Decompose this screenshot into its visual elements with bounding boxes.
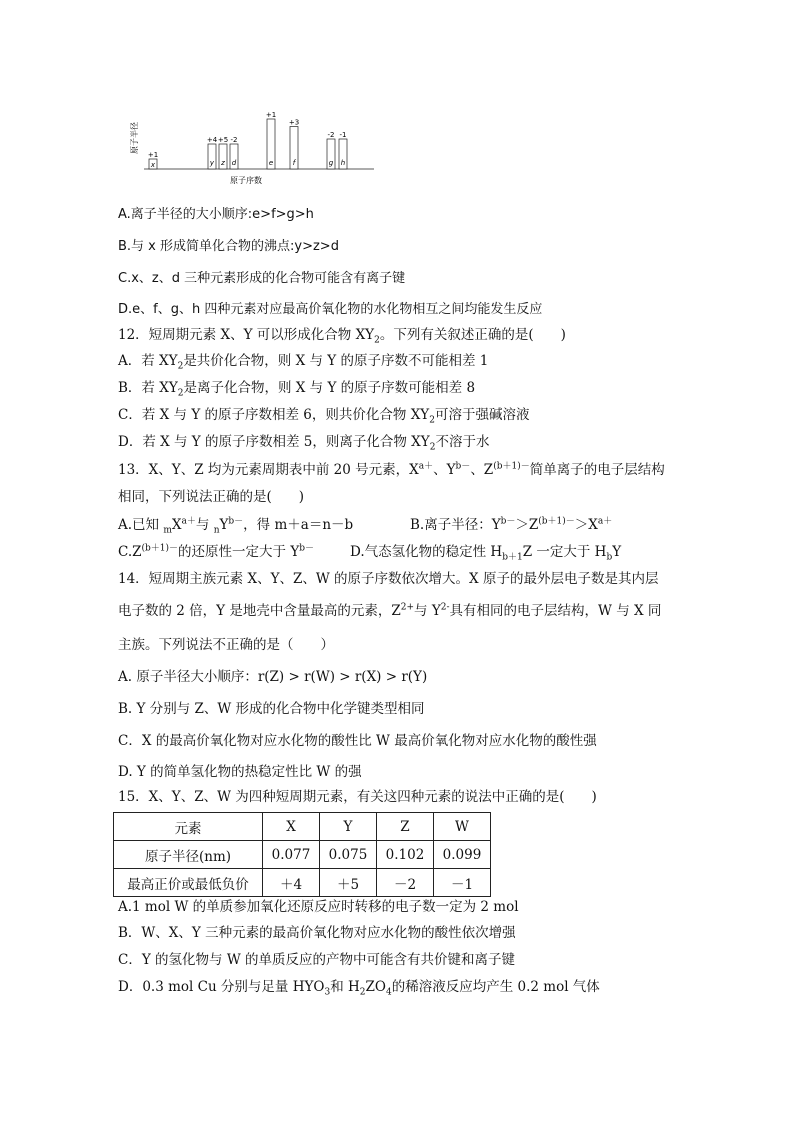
table-cell: 最高正价或最低负价: [114, 869, 263, 897]
table-cell: 0.077: [263, 841, 320, 869]
q12-option-c: C．若 X 与 Y 的原子序数相差 6，则共价化合物 $XY_2$可溶于强碱溶液: [118, 407, 530, 426]
bar-charge-x: +1: [147, 151, 159, 159]
chart-bars: [148, 111, 347, 169]
chart-xlabel: 原子序数: [230, 176, 262, 185]
bar-charge-y: +4: [206, 136, 218, 144]
table-header-cell: X: [263, 813, 320, 841]
q14-stem-line3: 主族。下列说法不正确的是（ ）: [118, 637, 334, 653]
q13-option-b: B.离子半径：$Y^{b-}>Z^{(b+1)-}>X^{a+}$: [410, 516, 613, 533]
chart-ylabel: 原子半径: [130, 122, 139, 154]
table-row: [114, 869, 491, 897]
table-cell: ＋4: [263, 869, 320, 897]
q15-option-b: B．W、X、Y 三种元素的最高价氧化物对应水化物的酸性依次增强: [118, 925, 516, 941]
q13-stem-line2: 相同，下列说法正确的是( ): [118, 489, 305, 505]
q13-option-d: D.气态氢化物的稳定性 $H_{b+1}Z$ 一定大于 $H_bY$: [350, 544, 622, 563]
bar-letter-f: f: [292, 159, 296, 167]
bar-charge-e: +1: [265, 111, 277, 119]
q15-option-c: C．Y 的氢化物与 W 的单质反应的产物中可能含有共价键和离子键: [118, 952, 515, 968]
q12-option-d: D．若 X 与 Y 的原子序数相差 5，则离子化合物 $XY_2$不溶于水: [118, 434, 490, 453]
q11-option-a: A.离子半径的大小顺序:e>f>g>h: [118, 207, 314, 222]
table-row: [114, 841, 491, 869]
bar-charge-d: -2: [230, 136, 238, 144]
q14-stem-line1: 14．短周期主族元素 X、Y、Z、W 的原子序数依次增大。X 原子的最外层电子数是其内层: [118, 571, 659, 587]
q13-option-c: $C.Z^{(b+1)-}$的还原性一定大于 $Y^{b-}$: [118, 543, 315, 560]
table-cell: ＋5: [320, 869, 377, 897]
q14-stem-line2: 电子数的 2 倍，Y 是地壳中含量最高的元素，$Z^{2+}$与 $Y^{2-}$具有相同的电子层结构，W 与 X 同: [118, 602, 662, 619]
bar-letter-y: y: [209, 159, 215, 167]
q11-option-c: C.x、z、d 三种元素形成的化合物可能含有离子键: [118, 271, 406, 286]
q14-option-a: A. 原子半径大小顺序：r(Z) > r(W) > r(X) > r(Y): [118, 669, 428, 685]
q13-stem-line1: 13．X、Y、Z 均为元素周期表中前 20 号元素，$X^{a+}$、$Y^{b-}$、$Z^{(b+1)-}$简单离子的电子层结构: [118, 461, 665, 478]
bar-charge-f: +3: [288, 118, 300, 127]
bar-letter-z: z: [221, 159, 225, 167]
table-header-cell: Y: [320, 813, 377, 841]
q12-option-a: A．若 $XY_2$是共价化合物，则 X 与 Y 的原子序数不可能相差 1: [118, 353, 489, 372]
q14-option-c: C．X 的最高价氧化物对应水化物的酸性比 W 最高价氧化物对应水化物的酸性强: [118, 733, 597, 749]
table-cell: －2: [377, 869, 434, 897]
q11-option-b: B.与 x 形成简单化合物的沸点:y>z>d: [118, 239, 339, 254]
table-cell: －1: [434, 869, 491, 897]
table-header-cell: W: [434, 813, 491, 841]
element-table: [113, 812, 491, 897]
q11-option-d: D.e、f、g、h 四种元素对应最高价氧化物的水化物相互之间均能发生反应: [118, 302, 543, 317]
q13-option-a: A.已知 $_mX^{a+}$与 $_nY^{b-}$，得 m＋a＝n－b: [118, 516, 354, 536]
atomic-radius-chart: [128, 108, 378, 188]
q15-option-a: A.1 mol W 的单质参加氧化还原反应时转移的电子数一定为 2 mol: [118, 899, 519, 915]
table-cell: 0.099: [434, 841, 491, 869]
table-cell: 0.075: [320, 841, 377, 869]
table-cell: 原子半径(nm): [114, 841, 263, 869]
bar-letter-g: g: [328, 159, 334, 167]
q14-option-d: D. Y 的简单氢化物的热稳定性比 W 的强: [118, 764, 362, 780]
bar-charge-g: -2: [327, 131, 335, 139]
table-header-cell: Z: [377, 813, 434, 841]
bar-letter-e: e: [268, 159, 274, 167]
q12-option-b: B．若 $XY_2$是离子化合物，则 X 与 Y 的原子序数可能相差 8: [118, 380, 476, 399]
bar-letter-x: x: [150, 161, 156, 169]
table-header-cell: 元素: [114, 813, 263, 841]
q12-stem: 12．短周期元素 X、Y 可以形成化合物 $XY_2$。下列有关叙述正确的是( ): [118, 327, 566, 346]
q14-option-b: B. Y 分别与 Z、W 形成的化合物中化学键类型相同: [118, 701, 425, 717]
bar-charge-z: +5: [217, 136, 229, 144]
table-header-row: [114, 813, 491, 841]
bar-charge-h: -1: [339, 131, 347, 139]
bar-letter-h: h: [340, 159, 346, 167]
q15-option-d: D．0.3 mol Cu 分别与足量 $HYO_3$和 $H_2ZO_4$的稀溶液反应均产生 0.2 mol 气体: [118, 979, 600, 998]
table-cell: 0.102: [377, 841, 434, 869]
bar-letter-d: d: [231, 159, 237, 167]
q15-stem: 15．X、Y、Z、W 为四种短周期元素，有关这四种元素的说法中正确的是( ): [118, 789, 597, 805]
